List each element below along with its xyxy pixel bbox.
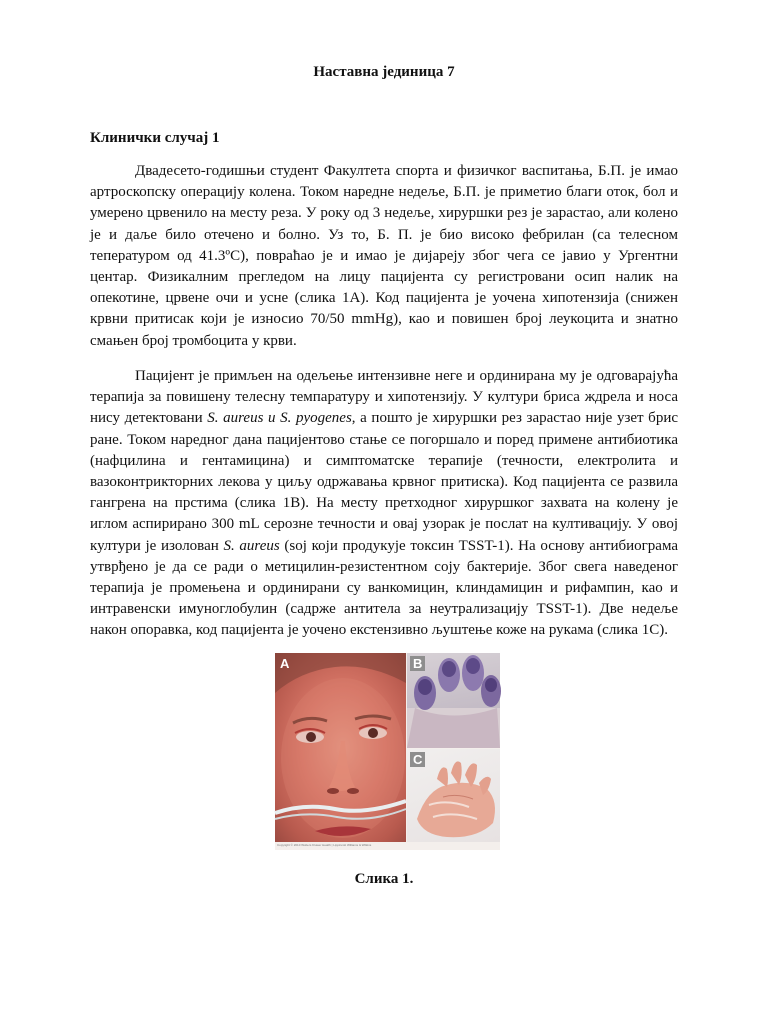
figure-panel-a-face-photo bbox=[275, 653, 406, 847]
figure-caption: Слика 1. bbox=[354, 871, 414, 887]
figure-panel-b-fingers-photo bbox=[407, 653, 500, 748]
figure-copyright: Copyright © 2010 Wolters Kluwer Health | Lippincott Williams & Wilkins bbox=[277, 843, 372, 847]
case-heading: Клинички случај 1 bbox=[90, 130, 220, 146]
panel-c-label: C bbox=[410, 752, 425, 767]
paragraph-2-text-3: (soj који продукује токсин TSST-1). На основу антибиограма утврђено је да се ради о метицилин-резистентном соју бактерије. Због свега наведеног терапија је промењена и ординирани су ванкомицин, клиндамицин и рифампин, као и интравенски имуноглобулин (садрже антитела за неутрализацију TSST-1). Две недеље након опоравка, код пацијента је уочено екстензивно љуштење коже на рукама (слика 1C). bbox=[90, 537, 679, 639]
face-illustration bbox=[275, 653, 406, 842]
figure-panel-c-hand-photo bbox=[407, 749, 500, 842]
clinical-figure bbox=[275, 653, 500, 850]
paragraph-2-italic-1: S. aureus u S. pyogenes bbox=[207, 410, 352, 427]
paragraph-2-text-1: Пацијент је примљен на одељење интензивне неге и ординирана му је одговарајућа терапија за повишену телесну темпаратуру и хипотензију. У култури бриса ждрела и носа нису детектовани bbox=[90, 368, 678, 427]
paragraph-2-italic-2: S. aureus bbox=[223, 537, 280, 554]
paragraph-2 bbox=[90, 366, 678, 642]
paragraph-2-text-2: , а пошто је хируршки рез зарастао није узет брис ране. Током наредног дана пацијентово стање се погоршало и поред примене антибиотика (нафцилина и гентамицина) и симптоматске терапије (течности, електролита и вазоконтрикторних лекова у циљу одржавања крвног притиска). Код пацијента се развила гангрена на прстима (слика 1B). На месту претходног хируршког захвата на колену је иглом аспирирано 300 mL серозне течности и овај узорак је послат на култивацију. У овој култури је изолован bbox=[90, 410, 679, 554]
paragraph-1: Двадесето-годишњи студент Факултета спорта и физичког васпитања, Б.П. је имао артроскопску операцију колена. Током наредне недеље, Б.П. је приметио благи оток, бол и умерено црвенило на месту реза. У року од 3 недеље, хируршки рез је зарастао, али колено је и даље било отечено и болно. Уз то, Б. П. је био високо фебрилан (са телесном тепературом од 41.3ºC), повраћао је и имао је дијареју због чега се јавио у Ургентни центар. Физикалним прегледом на лицу пацијента су регистровани осип налик на опекотине, црвене очи и усне (слика 1А). Код пацијента је уочена хипотензија (снижен крвни притисак који је износио 70/50 mmHg), као и повишен број леукоцита и знатно смањен број тромбоцита у крви. bbox=[90, 163, 678, 349]
document-title: Наставна јединица 7 bbox=[313, 64, 455, 80]
panel-b-label: B bbox=[410, 656, 425, 671]
panel-a-label: A bbox=[280, 656, 290, 671]
